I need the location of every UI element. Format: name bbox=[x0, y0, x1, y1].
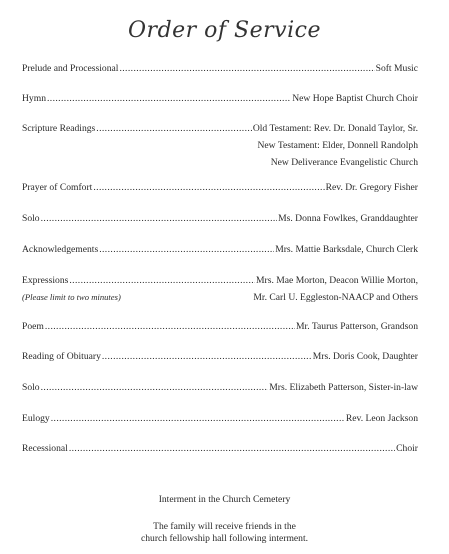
entry-label: Poem bbox=[22, 321, 44, 332]
entry-label: Solo bbox=[22, 382, 40, 393]
entry-value: Old Testament: Rev. Dr. Donald Taylor, Sr. bbox=[252, 123, 418, 134]
entry-value: Ms. Donna Fowlkes, Granddaughter bbox=[278, 213, 418, 224]
entry-value: Mrs. Mae Morton, Deacon Willie Morton, bbox=[256, 275, 418, 286]
dot-leader bbox=[99, 243, 274, 256]
dot-leader bbox=[51, 412, 345, 425]
program-entry-eulogy bbox=[22, 412, 418, 425]
entry-extra-line: New Deliverance Evangelistic Church bbox=[270, 157, 418, 168]
page-title: Order of Service bbox=[128, 18, 321, 43]
dot-leader bbox=[47, 92, 291, 105]
entry-value: Choir bbox=[396, 443, 418, 454]
dot-leader bbox=[69, 274, 255, 287]
reception-notice-line-1: The family will receive friends in the bbox=[153, 521, 296, 532]
entry-value: Rev. Dr. Gregory Fisher bbox=[325, 182, 418, 193]
dot-leader bbox=[45, 320, 295, 333]
entry-value: Mrs. Doris Cook, Daughter bbox=[312, 351, 418, 362]
entry-extra-line: Mr. Carl U. Eggleston-NAACP and Others bbox=[253, 292, 418, 303]
entry-label: Reading of Obituary bbox=[22, 351, 101, 362]
program-entry-hymn bbox=[22, 92, 418, 105]
program-entry-solo bbox=[22, 212, 418, 225]
program-entry-prayer-of-comfort bbox=[22, 181, 418, 194]
dot-leader bbox=[119, 62, 374, 75]
reception-notice-line-2: church fellowship hall following interment. bbox=[140, 533, 309, 544]
program-entry-prelude bbox=[22, 62, 418, 75]
program-entry-scripture-readings bbox=[22, 122, 418, 169]
program-entry-acknowledgements bbox=[22, 243, 418, 256]
entry-label: Acknowledgements bbox=[22, 244, 99, 255]
dot-leader bbox=[102, 350, 312, 363]
program-entry-reading-of-obituary bbox=[22, 350, 418, 363]
entry-label: Eulogy bbox=[22, 413, 50, 424]
entry-label: Expressions bbox=[22, 275, 69, 286]
dot-leader bbox=[93, 181, 324, 194]
entry-label: Scripture Readings bbox=[22, 123, 96, 134]
entry-value: Mrs. Mattie Barksdale, Church Clerk bbox=[275, 244, 418, 255]
interment-notice: Interment in the Church Cemetery bbox=[158, 494, 291, 505]
dot-leader bbox=[69, 442, 395, 455]
dot-leader bbox=[41, 212, 278, 225]
entry-label: Prelude and Processional bbox=[22, 63, 119, 74]
dot-leader bbox=[41, 381, 269, 394]
entry-label: Prayer of Comfort bbox=[22, 182, 93, 193]
entry-label: Solo bbox=[22, 213, 40, 224]
entry-note: (Please limit to two minutes) bbox=[22, 292, 121, 302]
entry-value: New Hope Baptist Church Choir bbox=[292, 93, 418, 104]
program-entry-solo-2 bbox=[22, 381, 418, 394]
program-entry-recessional bbox=[22, 442, 418, 455]
entry-value: Mr. Taurus Patterson, Grandson bbox=[296, 321, 418, 332]
entry-value: Soft Music bbox=[375, 63, 418, 74]
entry-value: Rev. Leon Jackson bbox=[345, 413, 418, 424]
entry-label: Hymn bbox=[22, 93, 46, 104]
entry-extra-line: New Testament: Elder, Donnell Randolph bbox=[257, 140, 418, 151]
entry-label: Recessional bbox=[22, 443, 68, 454]
dot-leader bbox=[96, 122, 252, 135]
entry-value: Mrs. Elizabeth Patterson, Sister-in-law bbox=[269, 382, 418, 393]
program-entry-expressions bbox=[22, 274, 418, 304]
program-entry-poem bbox=[22, 320, 418, 333]
